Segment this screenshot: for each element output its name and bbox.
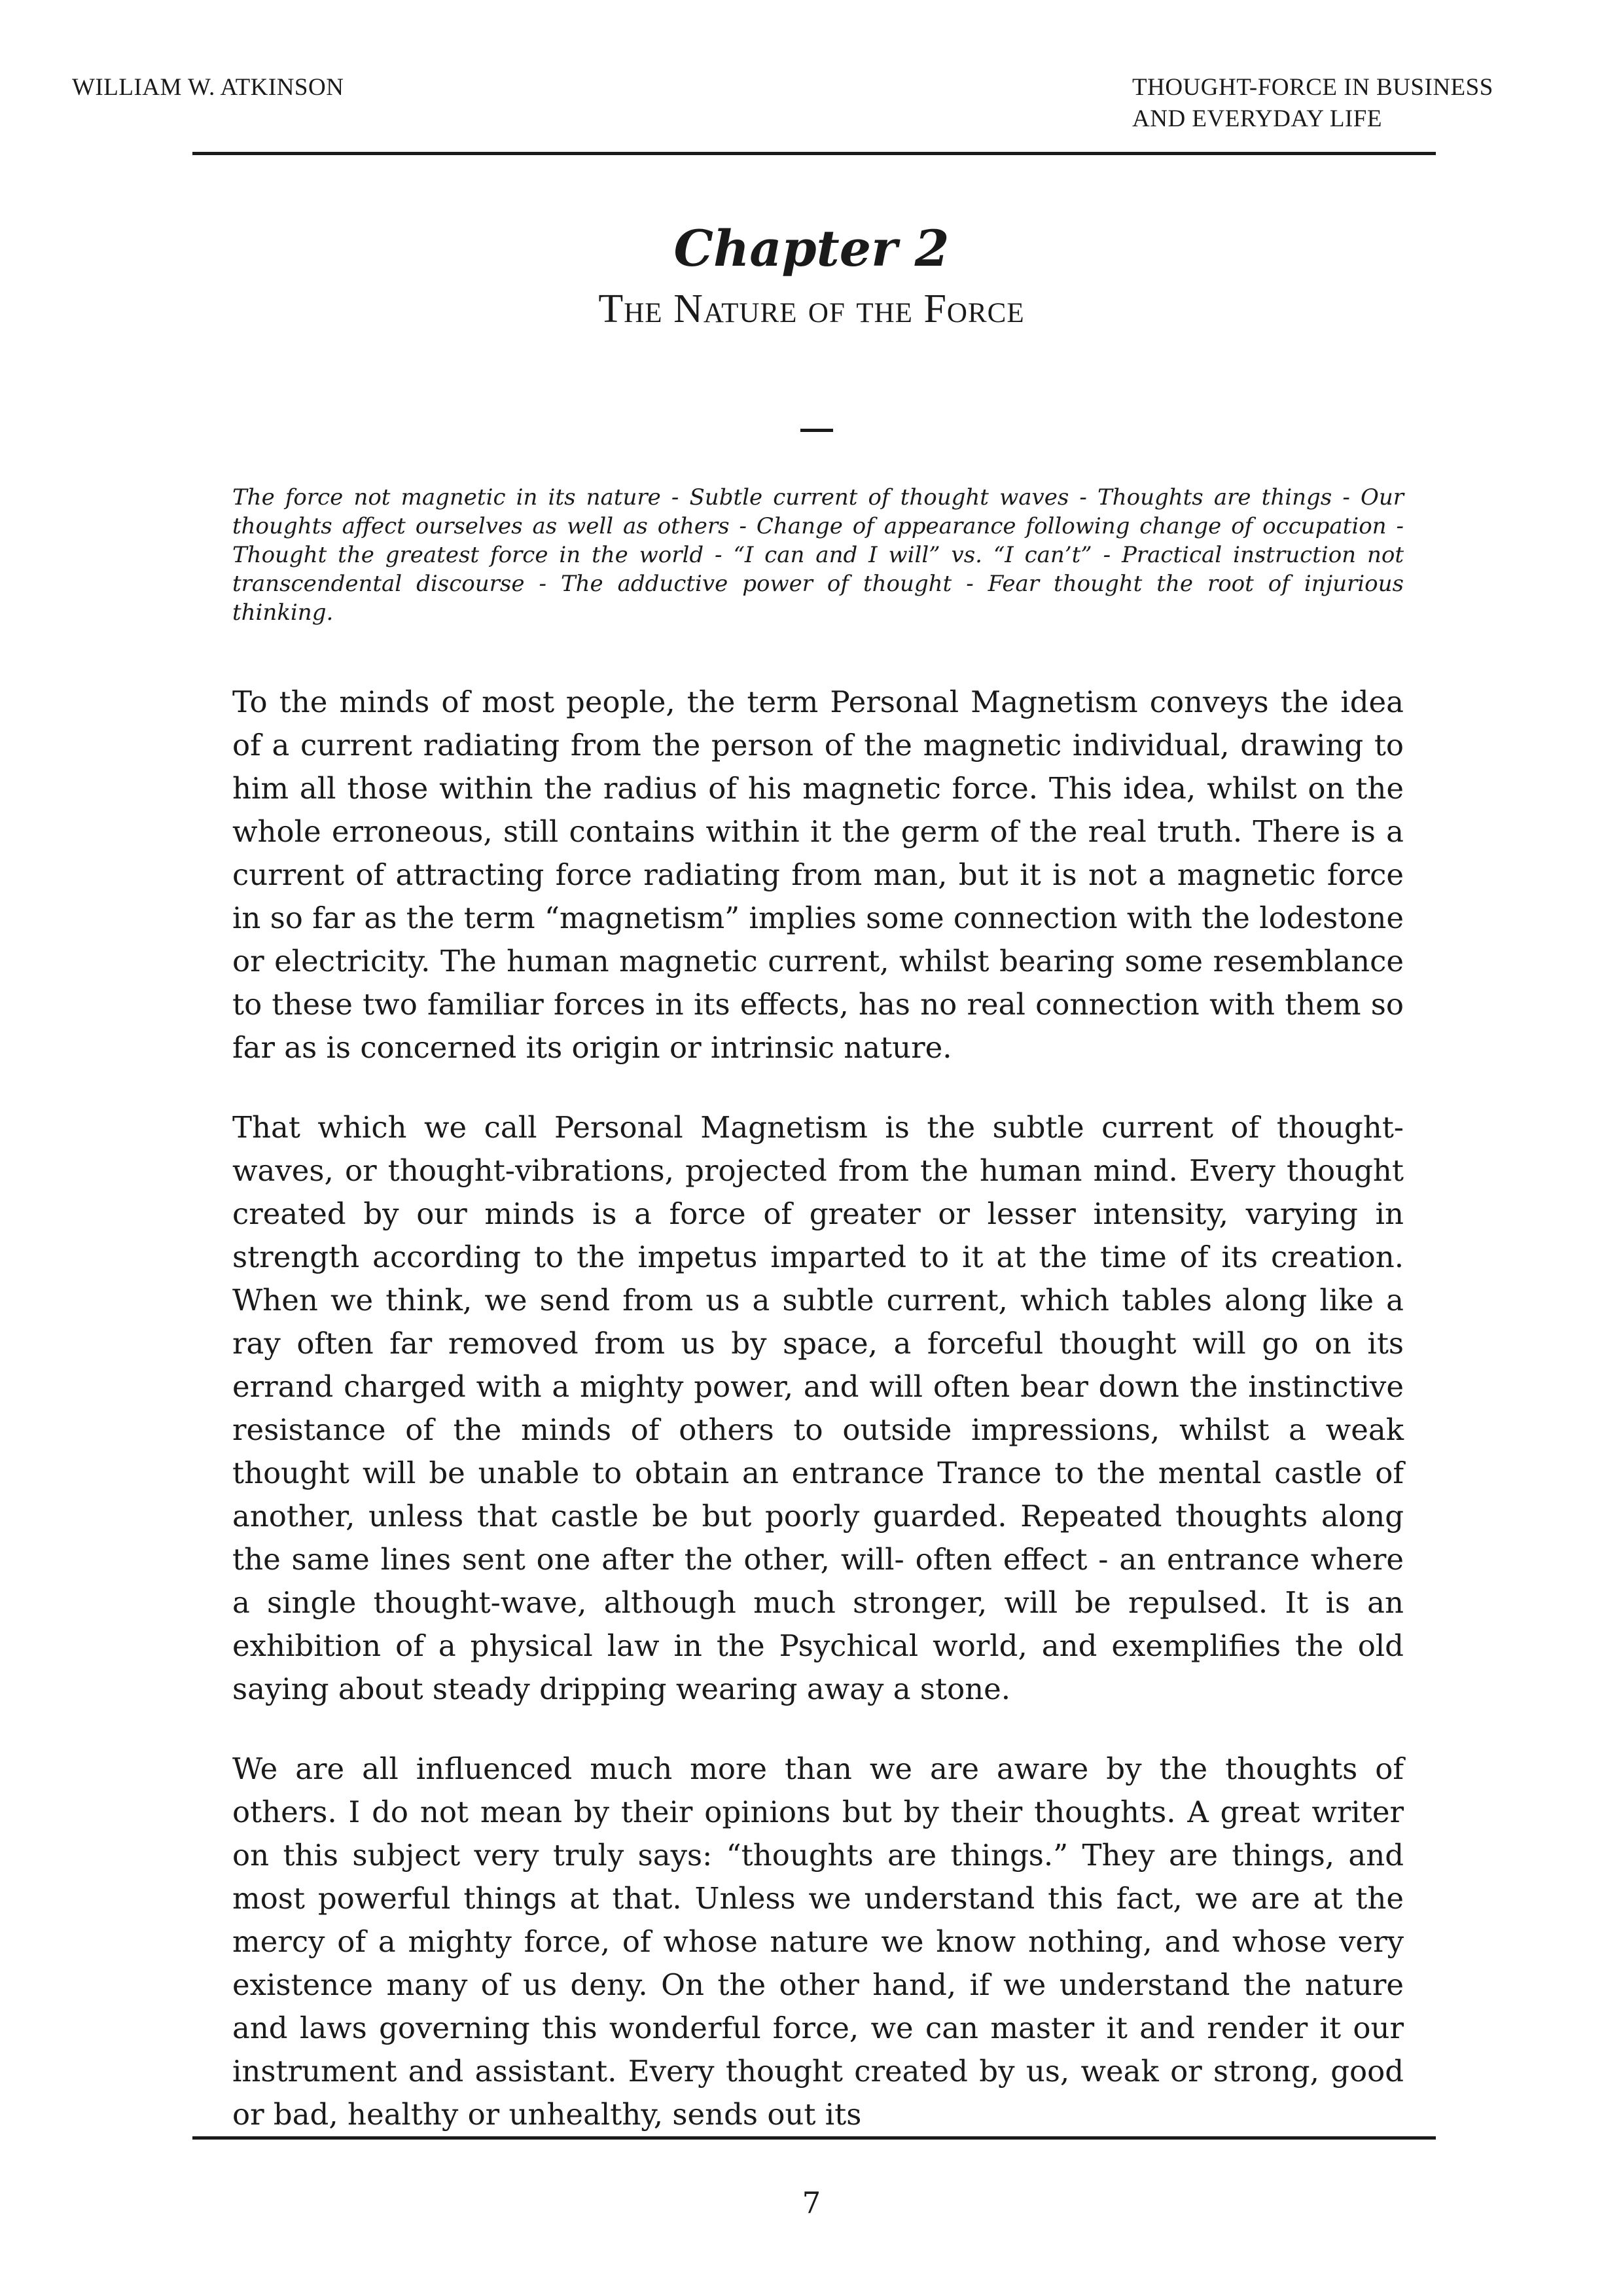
header-author: WILLIAM W. ATKINSON: [72, 74, 344, 101]
paragraph: To the minds of most people, the term Personal Magnetism conveys the idea of a current radiating from the person of the magnetic individual, drawing to him all those within the radius of his magnetic force. This idea, whilst on the whole erroneous, still contains within it the germ of the real truth. There is a current of attracting force radiating from man, but it is not a magnetic force in so far as the term “magnetism” implies some connection with the lodestone or electricity. The human magnetic current, whilst bearing some resemblance to these two familiar forces in its effects, has no real connection with them so far as is concerned its origin or intrinsic nature.: [232, 685, 1404, 1065]
section-separator: [800, 429, 833, 432]
chapter-label: Chapter 2: [673, 219, 950, 278]
paragraph: We are all influenced much more than we are aware by the thoughts of others. I do not mean by their opinions but by their thoughts. A great writer on this subject very truly says: “thoughts are things.” They are things, and most powerful things at that. Unless we understand this fact, we are at the mercy of a mighty force, of whose nature we know nothing, and whose very existence many of us deny. On the other hand, if we understand the nature and laws governing this wonderful force, we can master it and render it our instrument and assistant. Every thought created by us, weak or strong, good or bad, healthy or unhealthy, sends out its: [232, 1751, 1404, 2132]
header-book-title-line-2: AND EVERYDAY LIFE: [1132, 105, 1382, 132]
paragraph: That which we call Personal Magnetism is the subtle current of thought-waves, or thought-vibrations, projected from the human mind. Every thought created by our minds is a force of greater or lesser intensity, varying in strength according to the impetus imparted to it at the time of its creation. When we think, we send from us a subtle current, which tables along like a ray often far removed from us by space, a forceful thought will go on its errand charged with a mighty power, and will often bear down the instinctive resistance of the minds of others to outside impressions, whilst a weak thought will be unable to obtain an entrance Trance to the mental castle of another, unless that castle be but poorly guarded. Repeated thoughts along the same lines sent one after the other, will- often effect - an entrance where a single thought-wave, although much stronger, will be repulsed. It is an exhibition of a physical law in the Psychical world, and exemplifies the old saying about steady dripping wearing away a stone.: [232, 1110, 1404, 1706]
body-text: [232, 681, 1404, 2136]
page-number: 7: [802, 2185, 821, 2220]
chapter-summary: The force not magnetic in its nature - Subtle current of thought waves - Thoughts are things - Our thoughts affect ourselves as well as others - Change of appearance following change of occupation - Thought the greatest force in the world - “I can and I will” vs. “I can’t” - Practical instruction not transcendental discourse - The adductive power of thought - Fear thought the root of injurious thinking.: [232, 484, 1404, 626]
header-book-title: [1132, 72, 1493, 135]
chapter-title: The Nature of the Force: [598, 287, 1025, 331]
footer-rule: [192, 2136, 1436, 2140]
header-rule: [192, 152, 1436, 155]
header-book-title-line-1: THOUGHT-FORCE IN BUSINESS: [1132, 74, 1493, 101]
